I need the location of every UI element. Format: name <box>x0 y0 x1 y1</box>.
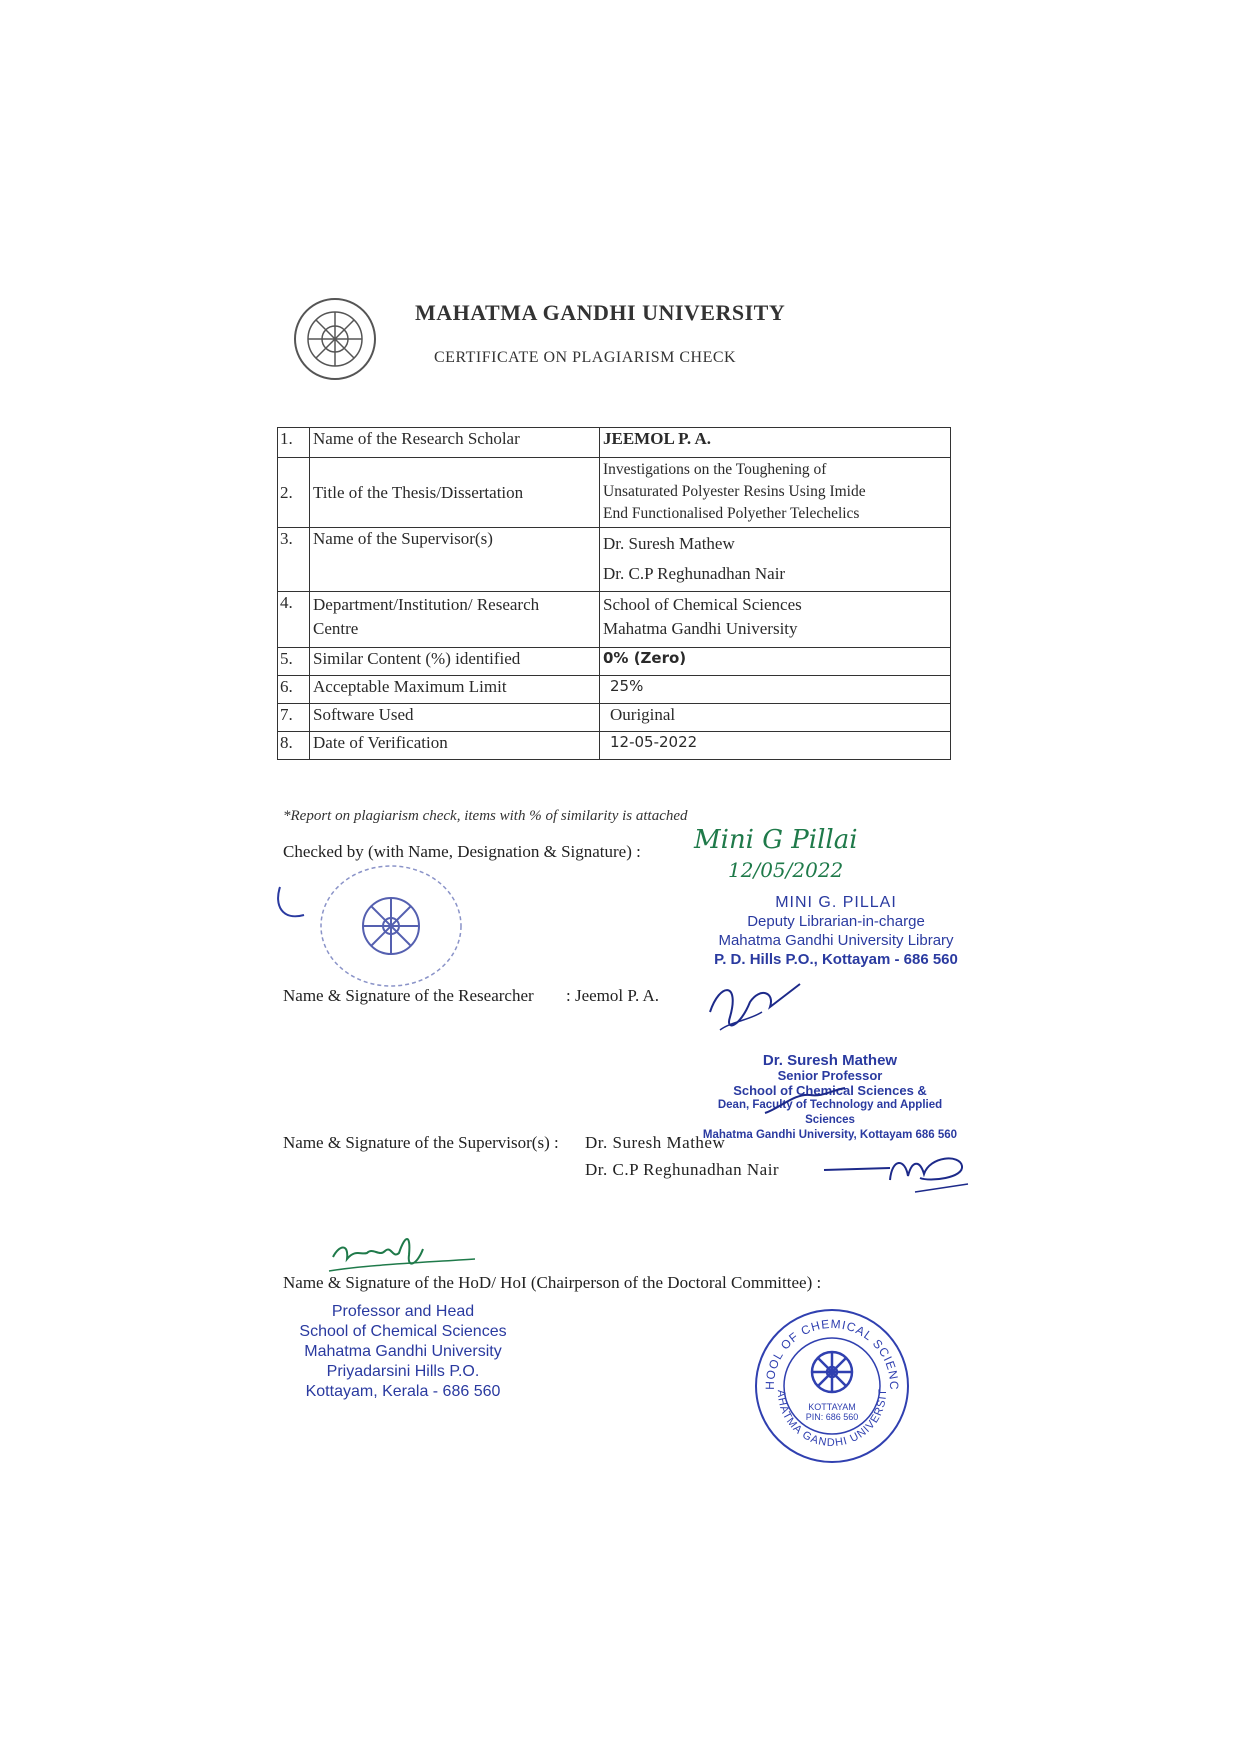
checked-by-label: Checked by (with Name, Designation & Signature) : <box>283 842 641 861</box>
supervisor-signature <box>760 1083 850 1123</box>
table-row <box>278 458 951 528</box>
co-supervisor-signature <box>820 1148 970 1196</box>
thesis-title-line: Unsaturated Polyester Resins Using Imide <box>603 483 866 500</box>
row-label: Name of the Supervisor(s) <box>310 528 600 592</box>
hod-label: Name & Signature of the HoD/ HoI (Chairperson of the Doctoral Committee) : <box>283 1273 822 1292</box>
university-logo <box>292 296 378 382</box>
row-label: Acceptable Maximum Limit <box>310 676 600 704</box>
supervisor-name: Dr. C.P Reghunadhan Nair <box>603 564 786 583</box>
researcher-label: Name & Signature of the Researcher <box>283 986 534 1005</box>
stamp-line: School of Chemical Sciences <box>299 1323 507 1340</box>
table-row <box>278 528 951 592</box>
hod-stamp <box>288 1302 518 1402</box>
row-label <box>310 592 600 648</box>
scholar-name: JEEMOL P. A. <box>600 428 951 458</box>
stamp-line: Mahatma Gandhi University, Kottayam 686 560 <box>702 1129 958 1141</box>
table-row <box>278 676 951 704</box>
row-number: 5. <box>278 648 310 676</box>
table-row <box>278 704 951 732</box>
seal-pin: PIN: 686 560 <box>805 1412 859 1422</box>
school-seal <box>752 1306 912 1466</box>
max-limit-value: 25% <box>600 676 951 704</box>
supervisor-label: Name & Signature of the Supervisor(s) : <box>283 1133 559 1152</box>
stamp-line: Kottayam, Kerala - 686 560 <box>305 1383 501 1400</box>
similarity-value: 0% (Zero) <box>600 648 951 676</box>
stamp-line: Professor and Head <box>331 1303 475 1320</box>
info-table <box>277 427 951 760</box>
row-number: 7. <box>278 704 310 732</box>
stamp-line: Mahatma Gandhi University Library <box>718 932 954 949</box>
row-label-line: Department/Institution/ Research <box>313 595 540 614</box>
row-label: Software Used <box>310 704 600 732</box>
row-label: Title of the Thesis/Dissertation <box>310 458 600 528</box>
row-label-line: Centre <box>313 619 359 638</box>
table-row <box>278 592 951 648</box>
thesis-title-line: Investigations on the Toughening of <box>603 461 827 478</box>
stamp-line: School of Chemical Sciences & <box>733 1083 927 1098</box>
supervisor-name-2: Dr. C.P Reghunadhan Nair <box>585 1160 780 1179</box>
seal-city: KOTTAYAM <box>808 1402 856 1412</box>
row-number: 1. <box>278 428 310 458</box>
certificate-title: CERTIFICATE ON PLAGIARISM CHECK <box>434 349 737 366</box>
stamp-line: Priyadarsini Hills P.O. <box>326 1363 480 1380</box>
stamp-line: Deputy Librarian-in-charge <box>747 913 925 930</box>
row-number: 4. <box>278 592 310 648</box>
row-number: 6. <box>278 676 310 704</box>
table-row <box>278 648 951 676</box>
researcher-signature <box>700 972 810 1042</box>
software-value: Ouriginal <box>600 704 951 732</box>
row-label: Similar Content (%) identified <box>310 648 600 676</box>
thesis-title-line: End Functionalised Polyether Telechelics <box>603 505 860 522</box>
table-row <box>278 732 951 760</box>
checker-signature-date: 12/05/2022 <box>728 858 844 882</box>
supervisor-name-1: Dr. Suresh Mathew <box>585 1133 726 1152</box>
row-label: Date of Verification <box>310 732 600 760</box>
stamp-line: Dean, Faculty of Technology and Applied Sciences <box>717 1099 943 1126</box>
seal-ring-text: HOOL OF CHEMICAL SCIENC <box>762 1316 902 1391</box>
seal-ring-text-bottom: AHATMA GANDHI UNIVERSIT <box>774 1388 890 1450</box>
stamp-line: Senior Professor <box>777 1068 883 1083</box>
row-number: 8. <box>278 732 310 760</box>
university-title: MAHATMA GANDHI UNIVERSITY <box>415 300 786 325</box>
stamp-line: MINI G. PILLAI <box>775 894 897 911</box>
report-note: *Report on plagiarism check, items with % of similarity is attached <box>283 808 688 824</box>
verification-date: 12-05-2022 <box>600 732 951 760</box>
stamp-line: Dr. Suresh Mathew <box>762 1052 898 1069</box>
checker-stamp <box>706 893 966 969</box>
checker-signature: Mini G Pillai <box>694 825 858 855</box>
department-line: Mahatma Gandhi University <box>603 619 798 638</box>
table-row <box>278 428 951 458</box>
hod-signature <box>325 1225 485 1277</box>
researcher-name: : Jeemol P. A. <box>566 986 660 1005</box>
supervisor-name: Dr. Suresh Mathew <box>603 534 735 553</box>
row-number: 3. <box>278 528 310 592</box>
row-number: 2. <box>278 458 310 528</box>
thesis-title <box>600 458 951 528</box>
handwritten-mark <box>272 885 312 925</box>
department-line: School of Chemical Sciences <box>603 595 802 614</box>
stamp-line: Mahatma Gandhi University <box>304 1343 502 1360</box>
stamp-line: P. D. Hills P.O., Kottayam - 686 560 <box>714 951 958 968</box>
department <box>600 592 951 648</box>
library-seal <box>316 862 466 990</box>
row-label: Name of the Research Scholar <box>310 428 600 458</box>
supervisors <box>600 528 951 592</box>
